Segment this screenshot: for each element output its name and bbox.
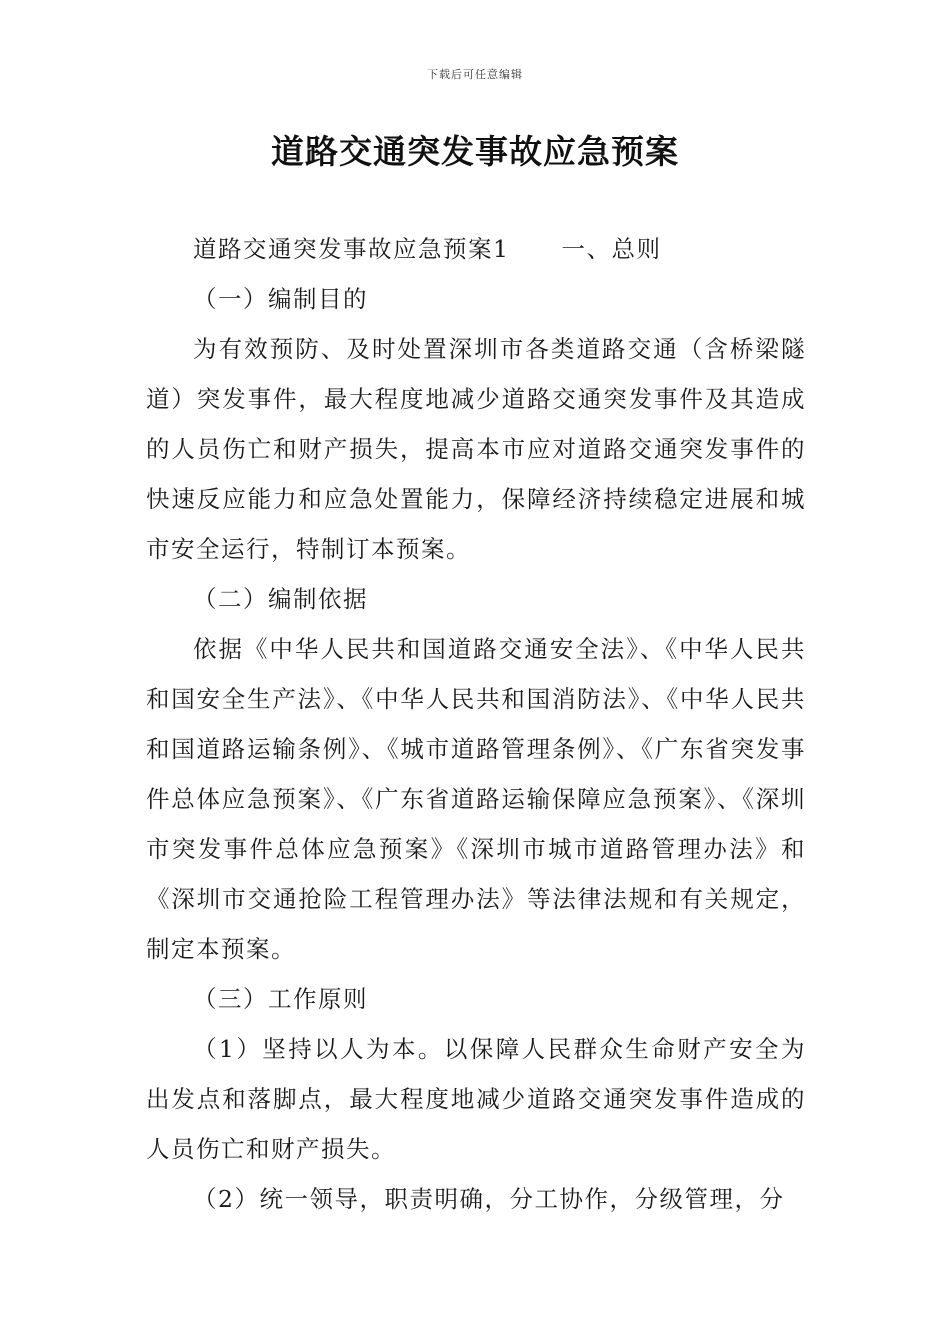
document-title: 道路交通突发事故应急预案 [271, 132, 679, 171]
paragraph-basis: 依据《中华人民共和国道路交通安全法》、《中华人民共和国安全生产法》、《中华人民共和国消防法》、《中华人民共和国道路运输条例》、《城市道路管理条例》、《广东省突发事件总体应急预案》、《广东省道路运输保障应急预案》、《深圳市突发事件总体应急预案》《深圳市城市道路管理办法》和《深圳市交通抢险工程管理办法》等法律法规和有关规定，制定本预案。 [146, 635, 806, 963]
section-heading-purpose: （一）编制目的 [193, 285, 368, 313]
header-note: 下载后可任意编辑 [427, 68, 523, 81]
intro-line [146, 224, 806, 274]
paragraph-principle-1: （1）坚持以人为本。以保障人民群众生命财产安全为出发点和落脚点，最大程度地减少道路交通突发事件造成的人员伤亡和财产损失。 [146, 1035, 806, 1163]
intro-line-title: 道路交通突发事故应急预案1 [193, 235, 510, 263]
paragraph-principle-2: （2）统一领导，职责明确，分工协作，分级管理，分 [193, 1185, 785, 1213]
document-body [146, 224, 806, 1224]
section-heading-general: 一、总则 [561, 235, 662, 263]
section-heading-principles: （三）工作原则 [193, 985, 368, 1013]
section-heading-basis: （二）编制依据 [193, 585, 368, 613]
paragraph-purpose: 为有效预防、及时处置深圳市各类道路交通（含桥梁隧道）突发事件，最大程度地减少道路交通突发事件及其造成的人员伤亡和财产损失，提高本市应对道路交通突发事件的快速反应能力和应急处置能力，保障经济持续稳定进展和城市安全运行，特制订本预案。 [146, 335, 806, 563]
